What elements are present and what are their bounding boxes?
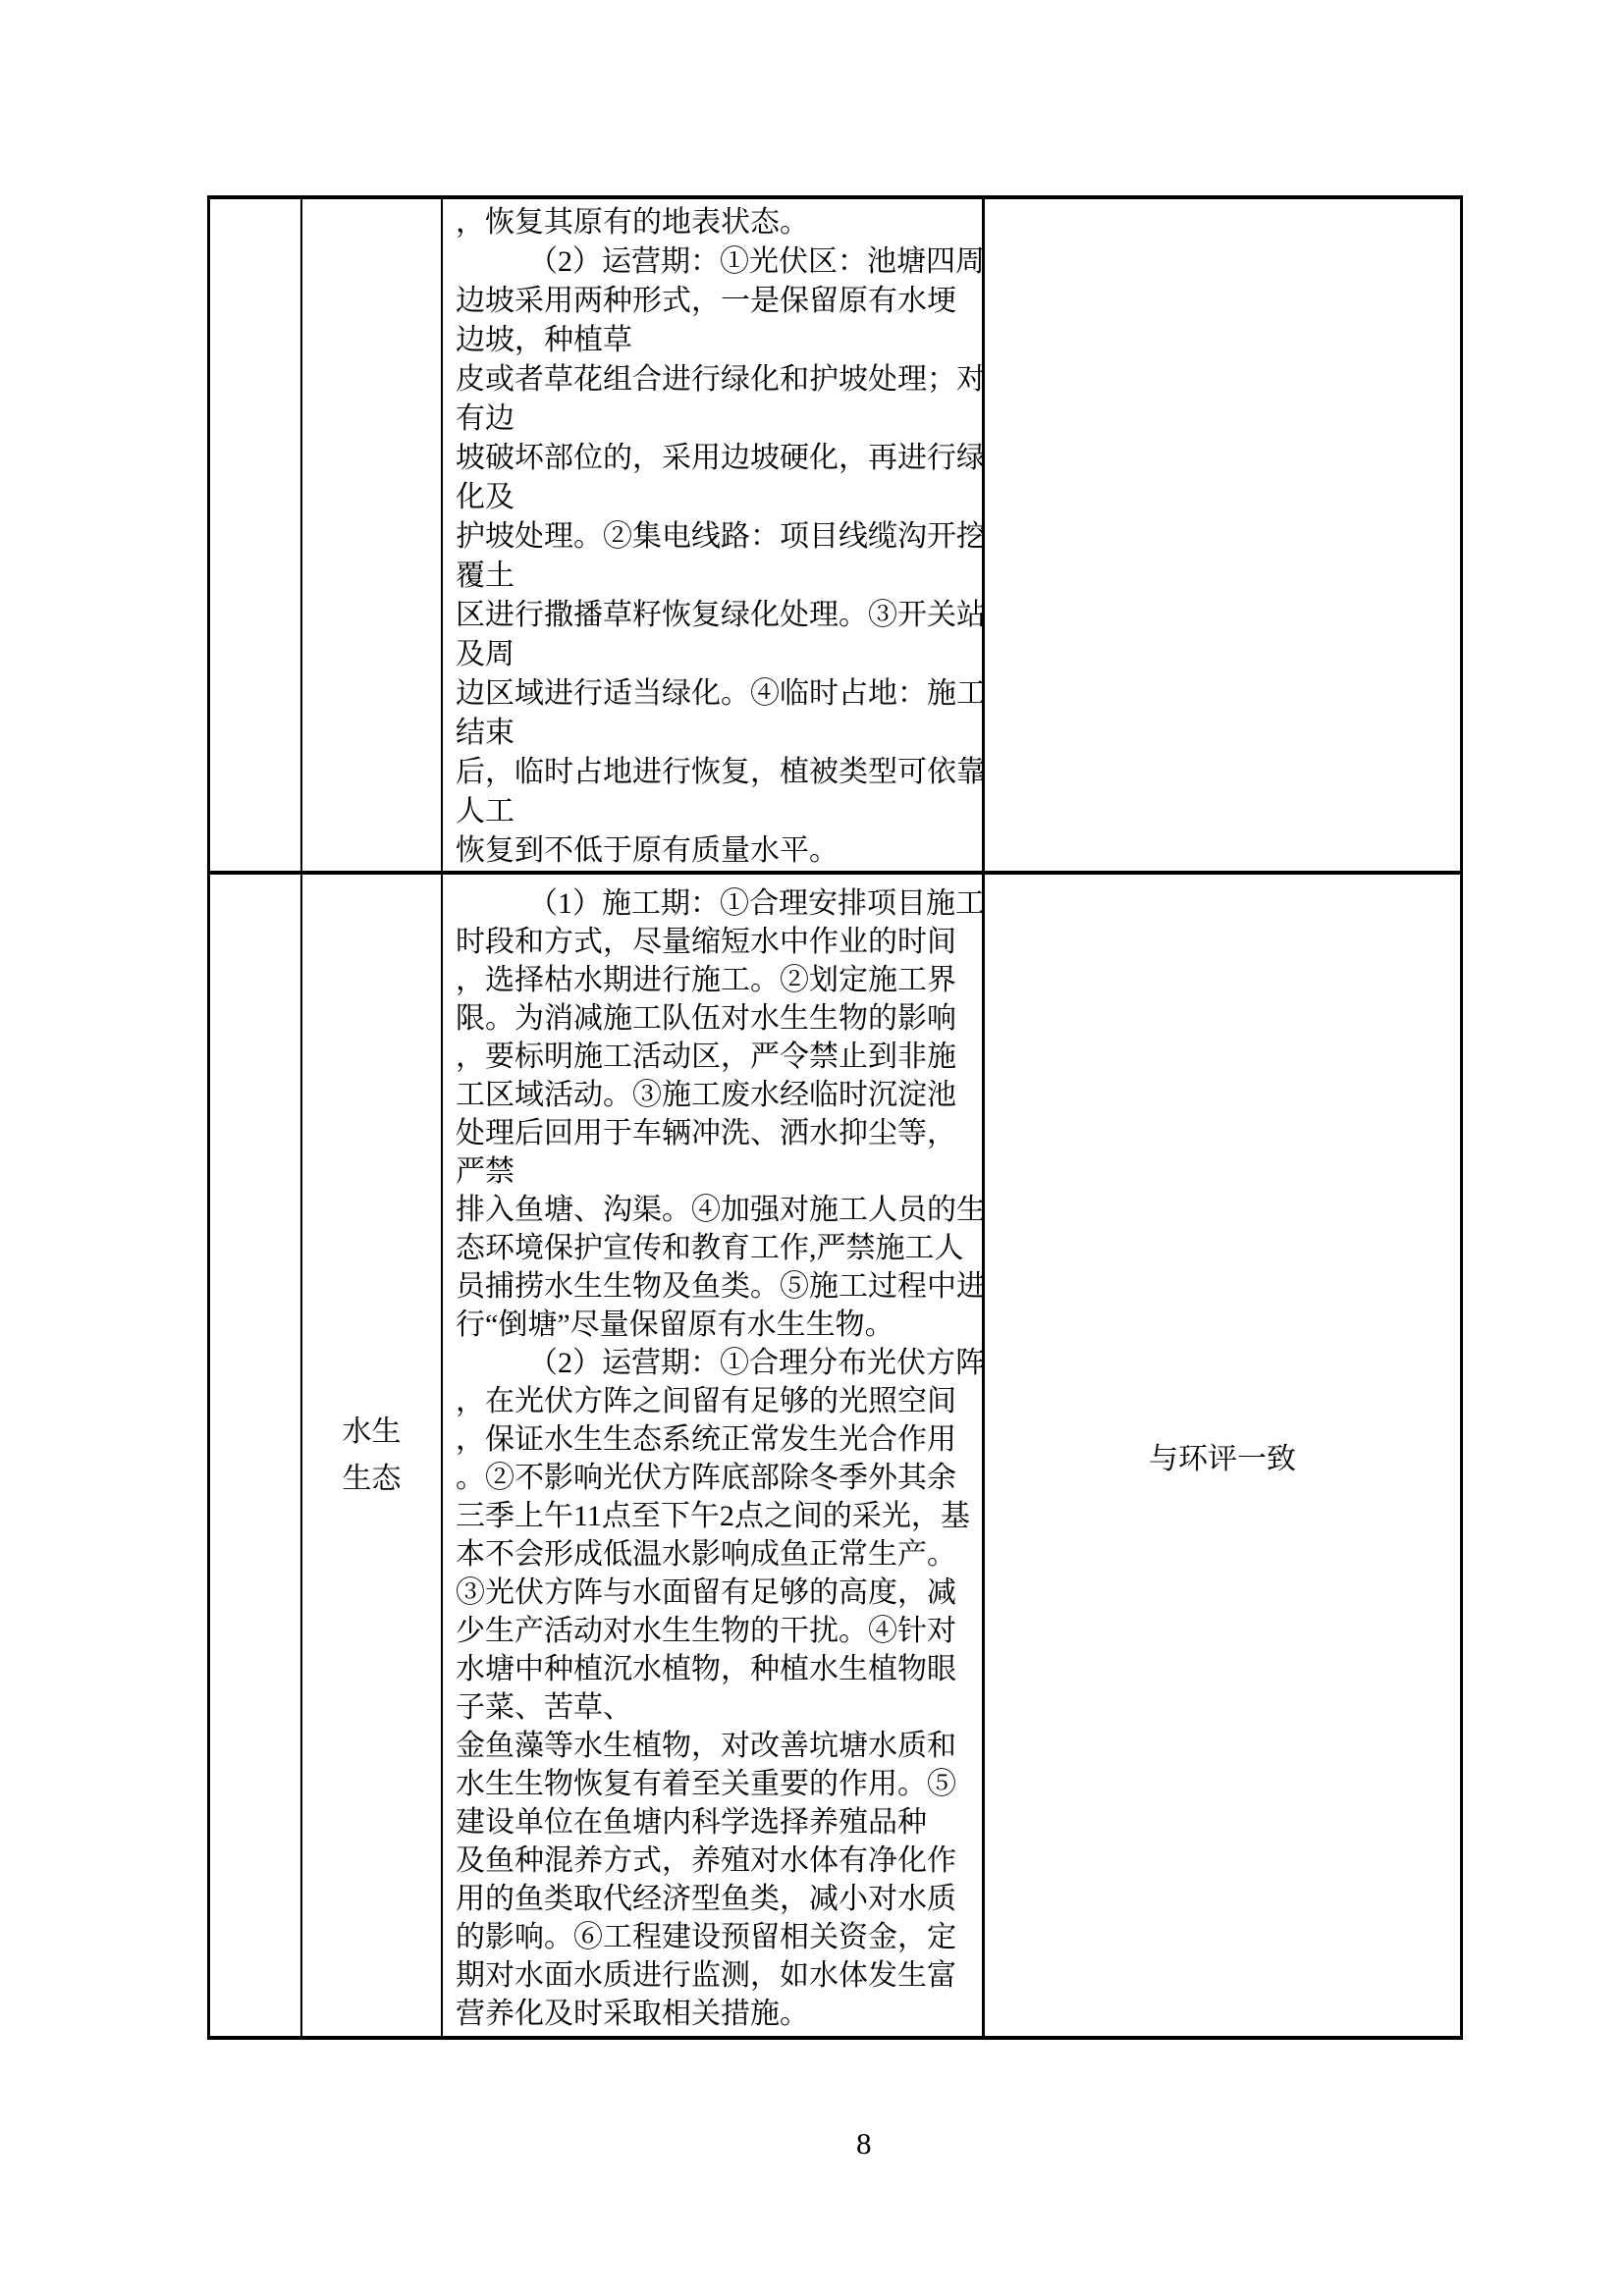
text-line: 行“倒塘”尽量保留原有水生生物。: [456, 1308, 894, 1341]
text-line: 员捕捞水生生物及鱼类。⑤施工过程中进: [456, 1270, 986, 1303]
text-line: 时段和方式，尽量缩短水中作业的时间: [456, 926, 956, 958]
text-line: 化及: [456, 481, 514, 513]
text-line: 少生产活动对水生生物的干扰。④针对: [456, 1615, 956, 1647]
text-line: （2）运营期：①合理分布光伏方阵: [528, 1347, 985, 1379]
text-line: 及鱼种混养方式，养殖对水体有净化作: [456, 1844, 956, 1877]
text-line: 营养化及时采取相关措施。: [456, 1998, 809, 2030]
row1-index-cell-empty: [210, 199, 302, 875]
text-line: ，要标明施工活动区，严令禁止到非施: [456, 1041, 956, 1073]
text-line: 水生: [342, 1415, 402, 1448]
text-line: 水塘中种植沉水植物，种植水生植物眼: [456, 1653, 956, 1685]
row2-conformity-cell: [985, 875, 1460, 2036]
text-line: 严禁: [456, 1155, 514, 1188]
text-line: （1）施工期：①合理安排项目施工: [528, 887, 985, 920]
text-line: 边坡，种植草: [456, 324, 632, 356]
text-line: 子菜、苦草、: [456, 1691, 632, 1724]
text-line: 区进行撒播草籽恢复绿化处理。③开关站: [456, 599, 986, 631]
text-line: 人工: [456, 795, 514, 828]
row2-index-cell-empty: [210, 875, 302, 2036]
text-line: ，在光伏方阵之间留有足够的光照空间: [456, 1385, 956, 1417]
text-line: 边坡采用两种形式，一是保留原有水埂: [456, 285, 956, 317]
text-line: 期对水面水质进行监测，如水体发生富: [456, 1959, 956, 1992]
text-line: 金鱼藻等水生植物，对改善坑塘水质和: [456, 1730, 956, 1762]
text-line: ，保证水生生态系统正常发生光合作用: [456, 1423, 956, 1456]
text-line: ，选择枯水期进行施工。②划定施工界: [456, 964, 956, 996]
text-line: 皮或者草花组合进行绿化和护坡处理；对: [456, 363, 986, 396]
compliance-table: [207, 195, 1463, 2040]
text-line: 生态: [342, 1462, 402, 1495]
text-line: 限。为消减施工队伍对水生生物的影响: [456, 1002, 956, 1035]
text-line: 用的鱼类取代经济型鱼类，减小对水质: [456, 1883, 956, 1915]
text-line: 后，临时占地进行恢复，植被类型可依靠: [456, 756, 986, 788]
text-line: 本不会形成低温水影响成鱼正常生产。: [456, 1538, 956, 1571]
text-line: 水生生物恢复有着至关重要的作用。⑤: [456, 1768, 956, 1800]
text-line: 护坡处理。②集电线路：项目线缆沟开挖: [456, 520, 986, 553]
text-line: 的影响。⑥工程建设预留相关资金，定: [456, 1921, 956, 1953]
text-line: 及周: [456, 638, 514, 670]
text-line: 边区域进行适当绿化。④临时占地：施工: [456, 677, 986, 710]
text-line: 工区域活动。③施工废水经临时沉淀池: [456, 1079, 956, 1111]
row1-category-cell-empty: [302, 199, 443, 875]
text-line: （2）运营期：①光伏区：池塘四周: [528, 245, 985, 278]
text-line: 三季上午11点至下午2点之间的采光，基: [456, 1500, 970, 1532]
text-line: 。②不影响光伏方阵底部除冬季外其余: [456, 1462, 956, 1494]
row2-measures-cell: [443, 875, 985, 2036]
row1-measures-cell: [443, 199, 985, 875]
row1-conformity-cell-empty: [985, 199, 1460, 875]
text-line: 处理后回用于车辆冲洗、洒水抑尘等，: [456, 1117, 956, 1149]
text-line: 覆土: [456, 560, 514, 592]
text-line: 坡破坏部位的，采用边坡硬化，再进行绿: [456, 442, 986, 474]
conformity-text: 与环评一致: [1149, 1442, 1296, 1475]
text-line: 态环境保护宣传和教育工作,严禁施工人: [456, 1232, 964, 1264]
text-line: ③光伏方阵与水面留有足够的高度，减: [456, 1576, 956, 1609]
text-line: 建设单位在鱼塘内科学选择养殖品种: [456, 1806, 927, 1839]
page-number: 8: [856, 2126, 872, 2161]
text-line: ，恢复其原有的地表状态。: [456, 206, 809, 239]
text-line: 排入鱼塘、沟渠。④加强对施工人员的生: [456, 1194, 986, 1226]
text-line: 恢复到不低于原有质量水平。: [456, 834, 839, 867]
row2-category-cell: [302, 875, 443, 2036]
text-line: 结束: [456, 717, 514, 749]
text-line: 有边: [456, 402, 514, 435]
